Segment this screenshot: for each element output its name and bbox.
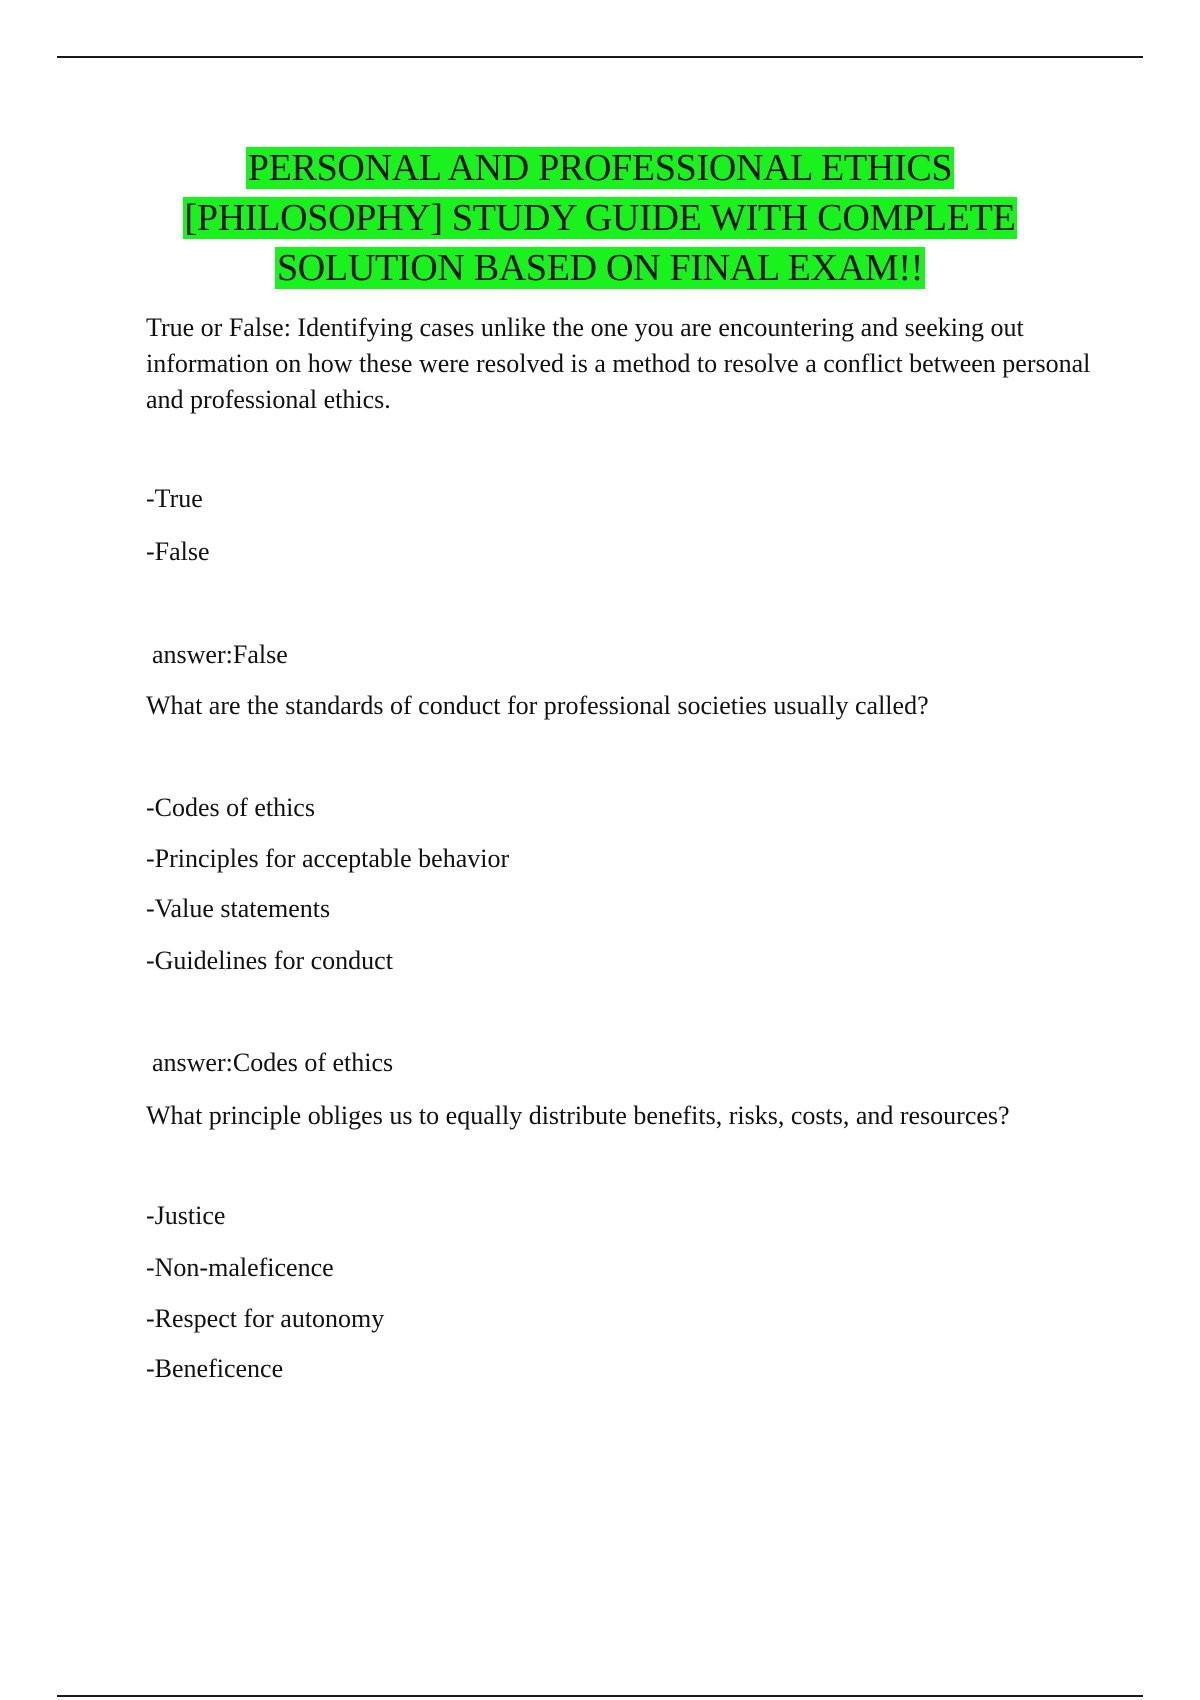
title-line-1: PERSONAL AND PROFESSIONAL ETHICS [247, 147, 953, 189]
document-title [60, 143, 1140, 293]
option-q1-2: -False [146, 537, 210, 566]
question-text-2: What are the standards of conduct for professional societies usually called? [146, 691, 929, 720]
option-q2-3: -Value statements [146, 894, 331, 923]
question-text-1: True or False: Identifying cases unlike the one you are encountering and seeking out information on how these were resolved is a method to resolve a conflict between personal and professional ethics. [146, 313, 1091, 414]
option-q2-4: -Guidelines for conduct [146, 946, 393, 975]
question-text-3: What principle obliges us to equally distribute benefits, risks, costs, and resources? [146, 1101, 1010, 1130]
option-q3-4: -Beneficence [146, 1354, 284, 1383]
answer-q1: answer:False [152, 640, 288, 669]
option-q3-1: -Justice [146, 1201, 226, 1230]
bottom-rule [57, 1695, 1143, 1697]
title-line-2: [PHILOSOPHY] STUDY GUIDE WITH COMPLETE [184, 197, 1016, 239]
title-line-3: SOLUTION BASED ON FINAL EXAM!! [276, 247, 924, 289]
option-q3-2: -Non-maleficence [146, 1253, 334, 1282]
option-q2-1: -Codes of ethics [146, 793, 315, 822]
option-q3-3: -Respect for autonomy [146, 1304, 385, 1333]
top-rule [57, 56, 1143, 58]
option-q1-1: -True [146, 484, 203, 513]
option-q2-2: -Principles for acceptable behavior [146, 844, 510, 873]
answer-q2: answer:Codes of ethics [152, 1048, 394, 1077]
